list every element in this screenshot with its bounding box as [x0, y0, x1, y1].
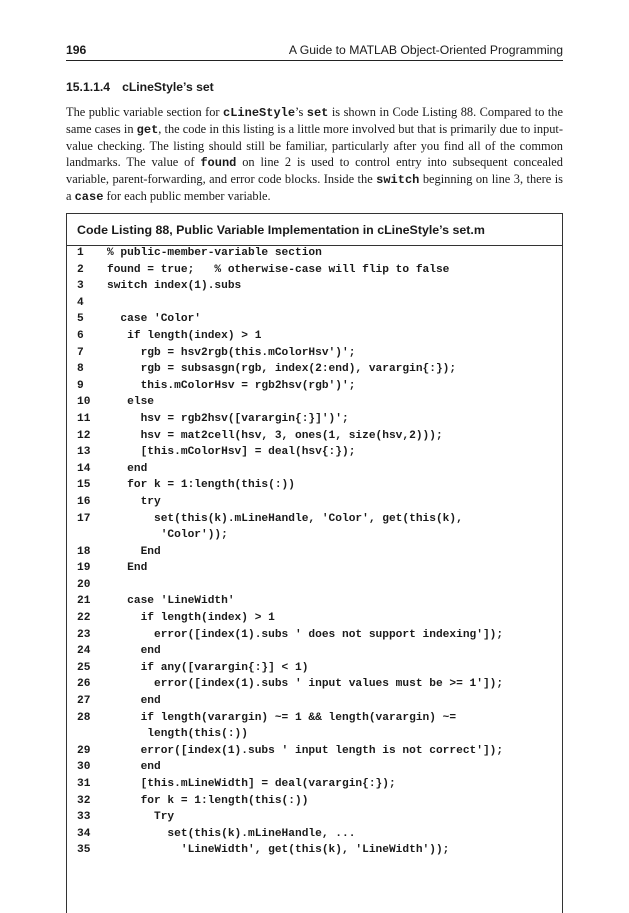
line-number: 34	[77, 827, 91, 840]
section-title: cLineStyle’s set	[122, 80, 214, 94]
line-number: 16	[77, 495, 91, 508]
code-line	[67, 826, 562, 843]
line-number: 35	[77, 844, 91, 857]
line-number: 24	[77, 645, 91, 658]
line-number: 11	[77, 412, 91, 425]
line-code: if any([varargin{:}] < 1)	[107, 661, 309, 674]
book-title: A Guide to MATLAB Object-Oriented Programming	[288, 43, 563, 57]
code-line	[67, 693, 562, 710]
line-number: 4	[77, 296, 84, 309]
page-number: 196	[66, 43, 87, 57]
code-line	[67, 776, 562, 793]
line-code: else	[107, 396, 154, 409]
line-number: 23	[77, 628, 91, 641]
running-head	[66, 40, 563, 61]
inline-code-switch: switch	[376, 173, 420, 187]
line-number: 2	[77, 263, 84, 276]
code-line	[67, 444, 562, 461]
line-code: End	[107, 545, 161, 558]
code-line	[67, 560, 562, 577]
code-line	[67, 809, 562, 826]
line-number: 13	[77, 446, 91, 459]
line-code: End	[107, 562, 148, 575]
inline-code-set: set	[306, 106, 329, 120]
line-number: 30	[77, 761, 91, 774]
code-line	[67, 627, 562, 644]
line-code: set(this(k).mLineHandle, 'Color', get(this(k),	[107, 512, 463, 525]
line-code: [this.mColorHsv] = deal(hsv{:});	[107, 446, 356, 459]
body-paragraph	[66, 104, 563, 205]
line-code: Try	[107, 811, 175, 824]
line-code: hsv = rgb2hsv([varargin{:}]')';	[107, 412, 349, 425]
code-line	[67, 477, 562, 494]
line-code: if length(index) > 1	[107, 612, 275, 625]
code-line	[67, 759, 562, 776]
line-code: error([index(1).subs ' does not support indexing']);	[107, 628, 504, 641]
line-code: end	[107, 695, 161, 708]
code-line	[67, 544, 562, 561]
line-number: 31	[77, 778, 91, 790]
line-code: error([index(1).subs ' input length is not correct']);	[107, 744, 504, 757]
code-line	[67, 278, 562, 295]
line-code: for k = 1:length(this(:))	[107, 479, 295, 492]
listing-title: Code Listing 88, Public Variable Implementation in cLineStyle’s set.m	[77, 223, 485, 237]
code-line	[67, 295, 562, 312]
inline-code-get: get	[136, 123, 159, 137]
para-text: ’s	[295, 105, 307, 119]
para-text: beginning on line 3, there is a	[66, 172, 563, 203]
code-line	[67, 710, 562, 727]
line-number: 1	[77, 247, 84, 259]
line-number: 32	[77, 794, 91, 807]
code-line	[67, 511, 562, 528]
code-line	[67, 610, 562, 627]
code-line	[67, 262, 562, 279]
line-code: this.mColorHsv = rgb2hsv(rgb')';	[107, 379, 356, 392]
line-number: 20	[77, 578, 91, 591]
line-number: 27	[77, 695, 91, 708]
code-line	[67, 793, 562, 810]
line-code: case 'LineWidth'	[107, 595, 235, 608]
code-line	[67, 461, 562, 478]
line-number: 19	[77, 562, 91, 575]
line-number: 28	[77, 711, 91, 724]
code-line	[67, 328, 562, 345]
para-text: for each public member variable.	[103, 189, 271, 203]
line-code: found = true; % otherwise-case will flip to false	[107, 263, 450, 276]
line-code: % public-member-variable section	[107, 247, 322, 259]
line-number: 3	[77, 280, 84, 293]
line-code: error([index(1).subs ' input values must be >= 1']);	[107, 678, 504, 691]
code-line	[67, 577, 562, 594]
section-number: 15.1.1.4	[66, 80, 111, 94]
line-code: if length(varargin) ~= 1 && length(varargin) ~=	[107, 711, 457, 724]
inline-code-case: case	[74, 190, 104, 204]
line-number: 29	[77, 744, 91, 757]
code-line	[67, 361, 562, 378]
line-code: case 'Color'	[107, 313, 201, 326]
code-line	[67, 643, 562, 660]
inline-code-found: found	[200, 156, 237, 170]
code-line	[67, 345, 562, 362]
code-line	[67, 527, 562, 544]
line-code: 'LineWidth', get(this(k), 'LineWidth'));	[107, 844, 450, 857]
line-number: 18	[77, 545, 91, 558]
line-code: rgb = hsv2rgb(this.mColorHsv')';	[107, 346, 356, 359]
line-code: [this.mLineWidth] = deal(varargin{:});	[107, 778, 396, 790]
para-text: is shown in Code Listing 88. Compared to the same cases in	[66, 105, 563, 136]
line-number: 6	[77, 329, 84, 342]
line-number: 22	[77, 612, 91, 625]
para-text: , the code in this listing is a little more involved but that is primarily due to input-value checking. The listing should still be familiar, particularly after you find all of the common landmarks. The value of	[66, 122, 563, 169]
code-line	[67, 494, 562, 511]
section-heading	[66, 80, 214, 94]
code-line	[67, 411, 562, 428]
line-code: for k = 1:length(this(:))	[107, 794, 309, 807]
code-lines	[67, 245, 562, 859]
line-code: hsv = mat2cell(hsv, 3, ones(1, size(hsv,2)));	[107, 429, 443, 442]
code-line	[67, 676, 562, 693]
line-code: 'Color'));	[107, 529, 228, 542]
code-line	[67, 660, 562, 677]
line-code: set(this(k).mLineHandle, ...	[107, 827, 356, 840]
line-number: 33	[77, 811, 91, 824]
line-number: 8	[77, 363, 84, 376]
code-listing-box	[66, 213, 563, 913]
code-line	[67, 378, 562, 395]
line-number: 12	[77, 429, 91, 442]
line-number: 14	[77, 462, 91, 475]
code-line	[67, 394, 562, 411]
line-number: 10	[77, 396, 91, 409]
line-code: end	[107, 645, 161, 658]
para-text: The public variable section for	[66, 105, 224, 119]
line-code: end	[107, 761, 161, 774]
line-code: if length(index) > 1	[107, 329, 262, 342]
line-number: 17	[77, 512, 91, 525]
line-code: try	[107, 495, 161, 508]
line-number: 9	[77, 379, 84, 392]
code-line	[67, 743, 562, 760]
line-number: 15	[77, 479, 91, 492]
code-line	[67, 593, 562, 610]
line-code: switch index(1).subs	[107, 280, 242, 293]
line-number: 26	[77, 678, 91, 691]
line-code: end	[107, 462, 148, 475]
para-text: on line 2 is used to control entry into subsequent concealed variable, parent-forwarding, and error code blocks. Inside the	[66, 155, 563, 186]
line-code: length(this(:))	[107, 728, 248, 741]
code-line	[67, 726, 562, 743]
code-line	[67, 311, 562, 328]
code-line	[67, 842, 562, 859]
line-code: rgb = subsasgn(rgb, index(2:end), varargin{:});	[107, 363, 457, 376]
inline-code-cLineStyle: cLineStyle	[223, 106, 296, 120]
line-number: 7	[77, 346, 84, 359]
line-number: 25	[77, 661, 91, 674]
code-line	[67, 428, 562, 445]
line-number: 5	[77, 313, 84, 326]
line-number: 21	[77, 595, 91, 608]
code-line	[67, 245, 562, 262]
